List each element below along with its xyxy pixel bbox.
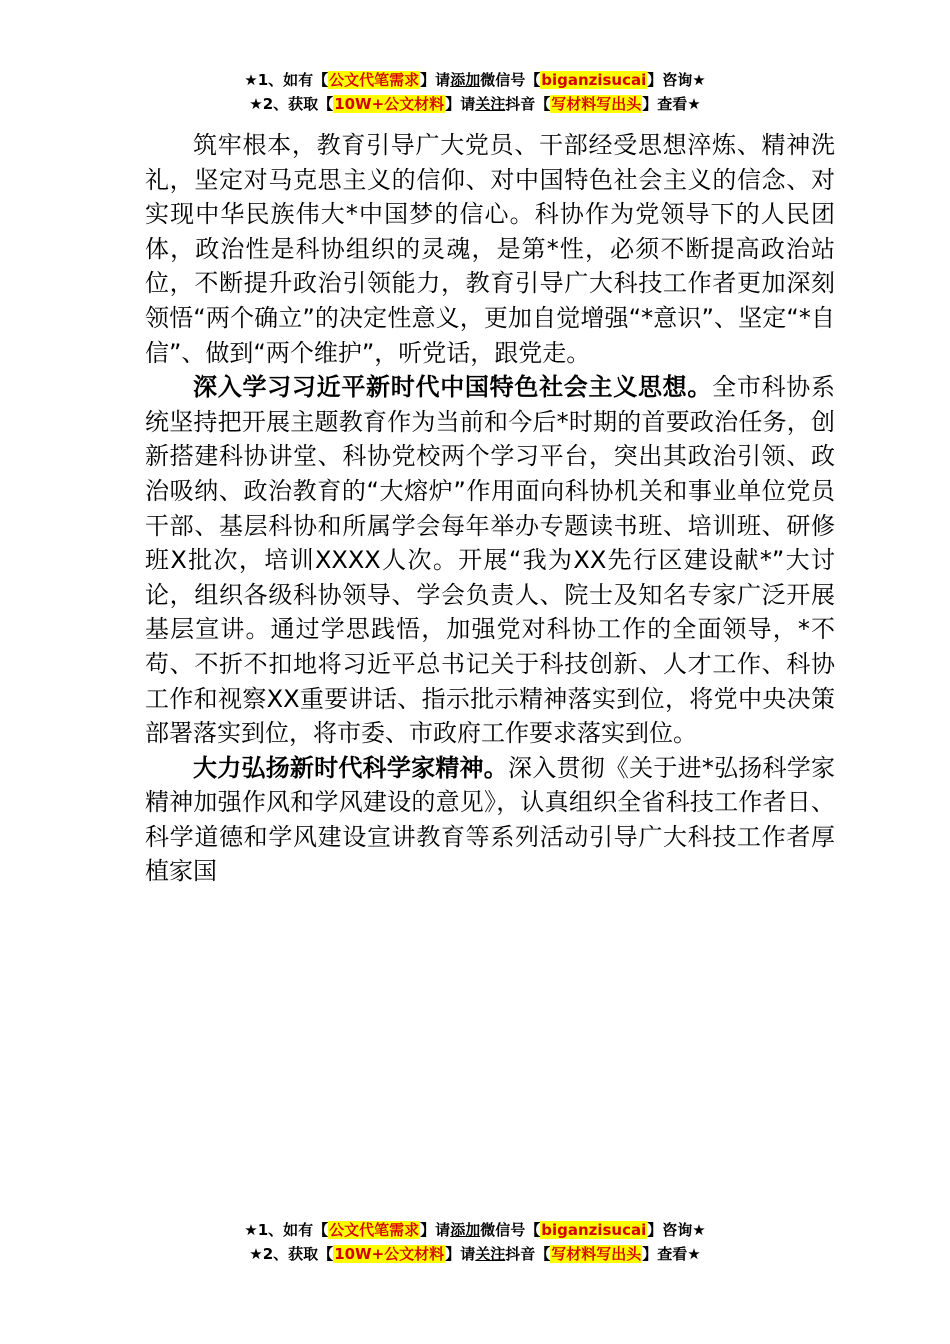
banner-highlight: 公文代笔需求 xyxy=(329,71,420,89)
paragraph-heading: 大力弘扬新时代科学家精神。 xyxy=(193,753,508,782)
banner-highlight: 10W+公文材料 xyxy=(334,95,445,113)
paragraph-2: 深入学习习近平新时代中国特色社会主义思想。全市科协系统坚持把开展主题教育作为当前和今后*时期的首要政治任务，创新搭建科协讲堂、科协党校两个学习平台，突出其政治引领、政治吸纳、政治教育的“大熔炉”作用面向科协机关和事业单位党员干部、基层科协和所属学会每年举办专题读书班、培训班、研修班X批次，培训XXXX人次。开展“我为XX先行区建设献*”大讨论，组织各级科协领导、学会负责人、院士及知名专家广泛开展基层宣讲。通过学思践悟，加强党对科协工作的全面领导，*不苟、不折不扣地将习近平总书记关于科技创新、人才工作、科协工作和视察XX重要讲话、指示批示精神落实到位，将党中央决策部署落实到位，将市委、市政府工作要求落实到位。 xyxy=(145,373,836,748)
banner-line-2: ★2、获取【10W+公文材料】请关注抖音【写材料写出头】查看★ xyxy=(249,1245,701,1263)
footer-banner xyxy=(0,1218,950,1266)
banner-line-1: ★1、如有【公文代笔需求】请添加微信号【biganzisucai】咨询★ xyxy=(244,71,706,89)
paragraph-1: 筑牢根本，教育引导广大党员、干部经受思想淬炼、精神洗礼，坚定对马克思主义的信仰、对中国特色社会主义的信念、对实现中华民族伟大*中国梦的信心。科协作为党领导下的人民团体，政治性是科协组织的灵魂，是第*性，必须不断提高政治站位，不断提升政治引领能力，教育引导广大科技工作者更加深刻领悟“两个确立”的决定性意义，更加自觉增强“*意识”、坚定“*自信”、做到“两个维护”，听党话，跟党走。 xyxy=(145,131,835,367)
paragraph-3: 大力弘扬新时代科学家精神。深入贯彻《关于进*弘扬科学家精神加强作风和学风建设的意见》，认真组织全省科技工作者日、科学道德和学风建设宣讲教育等系列活动引导广大科技工作者厚植家国 xyxy=(145,753,835,886)
header-banner xyxy=(0,68,950,116)
banner-highlight: 10W+公文材料 xyxy=(334,1245,445,1263)
paragraph-heading: 深入学习习近平新时代中国特色社会主义思想。 xyxy=(193,373,713,402)
banner-line-1: ★1、如有【公文代笔需求】请添加微信号【biganzisucai】咨询★ xyxy=(244,1221,706,1239)
banner-wechat-id: biganzisucai xyxy=(541,71,647,89)
banner-line-2: ★2、获取【10W+公文材料】请关注抖音【写材料写出头】查看★ xyxy=(249,95,701,113)
banner-wechat-id: biganzisucai xyxy=(541,1221,647,1239)
banner-highlight: 公文代笔需求 xyxy=(329,1221,420,1239)
banner-douyin-id: 写材料写出头 xyxy=(551,95,642,113)
banner-douyin-id: 写材料写出头 xyxy=(551,1245,642,1263)
document-body xyxy=(145,128,835,889)
